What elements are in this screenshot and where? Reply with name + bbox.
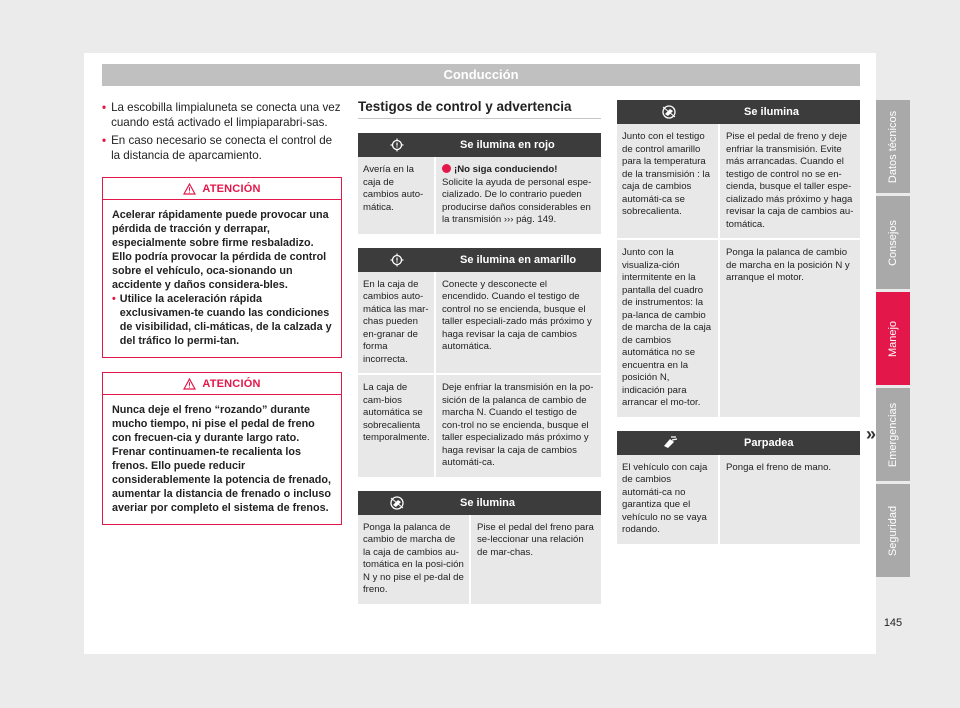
table-header: Se ilumina en rojo [460,139,555,151]
side-tab-seguridad[interactable]: Seguridad [876,484,910,577]
table-header: Se ilumina en amarillo [460,253,577,266]
section-title: Testigos de control y advertencia [358,100,601,119]
page-header: Conducción [102,64,860,86]
side-tab-manejo[interactable]: Manejo [876,292,910,385]
continue-marker: » [866,424,877,444]
column-3 [617,100,860,556]
indicator-table [358,133,601,236]
warning-box [102,372,342,525]
side-tab-emergencias[interactable]: Emergencias [876,388,910,481]
bullet-item: • En caso necesario se conecta el control de la distancia de aparcamiento. [102,134,333,162]
table-row: Avería en la caja de cambios auto-mática. ¡No siga conduciendo! Solicite la ayuda de personal espe-cializado. De lo contrario pueden producirse daños considerables en la transmisión ››› pág. 149. [358,157,601,236]
page-number: 145 [883,617,903,629]
gear-warning-icon [358,252,436,266]
bullet-item: • La escobilla limpialuneta se conecta una vez cuando está activado el limpiaparabri-sas. [102,101,341,129]
table-header: Se ilumina [744,106,800,118]
side-tab-consejos[interactable]: Consejos [876,196,910,289]
gear-warning-icon [358,138,436,152]
foot-brake-icon [617,105,720,119]
warning-label: ATENCIÓN [202,182,261,195]
table-row: La caja de cam-bios automática se sobrecalienta temporalmente. Deje enfriar la transmisión en la po-sición de la palanca de cambio de marcha N. Cuando el testigo de con-trol no se encienda, busque el taller especializado más próximo y haga revisar la caja de cambios automáti-ca. [358,375,601,479]
indicator-table [617,100,860,419]
warning-text: Acelerar rápidamente puede provocar una pérdida de tracción y derrapar, especialmente sobre firme resbaladizo. Ello podría provocar la pérdida de control sobre el vehículo, oca-sionando un accidente y daños considera-bles. [112,209,329,291]
table-row: Junto con la visualiza-ción intermitente en la pantalla del cuadro de instrumentos: la pa-lanca de cambio de marcha de la caja de cambios automática no se encuentra en la posición N, indicación para arrancar el mo-tor. Ponga la palanca de cambio de marcha en la posición N y arranque el motor. [617,240,860,419]
foot-brake-flash-icon [617,435,720,449]
table-row: Junto con el testigo de control amarillo para la temperatura de la transmisión : la caja de cambios automáti-ca se sobrecalienta. Pise el pedal de freno y deje enfriar la transmisión. Evite más arrancadas. Cuando el testigo de control no se en-cienda, busque el taller espe-cializado más próximo y haga revisar la caja de cambios au-tomática. [617,124,860,240]
warning-box: ATENCIÓN Acelerar rápidamente puede provocar una pérdida de tracción y derrapar, especialmente sobre firme resbaladizo. Ello podría provocar la pérdida de control sobre el vehículo, oca-sionando un accidente y daños considera-bles. • Utilice la aceleración rápida exclusivamen-te cuando las condiciones de visibilidad, cli-máticas, de la calzada y del tráfico lo permi-tan. [102,177,342,358]
warning-text: Nunca deje el freno “rozando” durante mucho tiempo, ni pise el pedal de freno con frecuen-cia y durante largo rato. Frenar continuamen-te recalienta los frenos. Ello puede reducir considerablemente la potencia de frenado, aumentar la distancia de frenado o incluso averiar por completo el sistema de frenos. [112,404,331,514]
indicator-table [358,491,601,606]
column-1 [102,100,342,525]
foot-brake-icon [358,495,436,509]
warning-triangle-icon [183,182,196,196]
warning-bullet: Utilice la aceleración rápida exclusivamen-te cuando las condiciones de visibilidad, cli-máticas, de la calzada y del tráfico lo permi-tan. [119,293,332,347]
side-tab-datos-tecnicos[interactable]: Datos técnicos [876,100,910,193]
table-row: En la caja de cambios auto-mática las mar-chas pueden en-granar de forma incorrecta. Conecte y desconecte el encendido. Cuando el testigo de control no se encienda, busque el taller especiali-zado más próximo y haga revisar la caja de cambios automática. [358,272,601,376]
table-header: Parpadea [744,436,794,449]
warning-triangle-icon [183,377,196,391]
warning-label: ATENCIÓN [202,377,261,390]
indicator-table [617,431,860,546]
red-indicator-icon [442,164,451,173]
column-2 [358,100,601,616]
table-row: Ponga la palanca de cambio de marcha de la caja de cambios au-tomática en la posi-ción N y no pise el pe-dal de freno. Pise el pedal del freno para se-leccionar una relación de mar-chas. [358,515,601,606]
table-row: El vehículo con caja de cambios automáti-ca no garantiza que el vehículo no se vaya rodando. Ponga el freno de mano. [617,455,860,546]
indicator-table [358,248,601,479]
side-tabs [876,100,910,580]
table-header: Se ilumina [460,496,516,509]
